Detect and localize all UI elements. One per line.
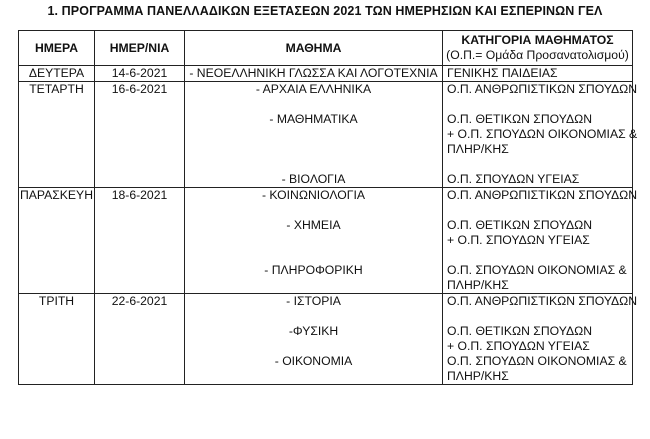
category-line: Ο.Π. ΑΝΘΡΩΠΙΣΤΙΚΩΝ ΣΠΟΥΔΩΝ bbox=[447, 188, 638, 202]
subject-line: - ΑΡΧΑΙΑ ΕΛΛΗΝΙΚΑ bbox=[255, 82, 372, 96]
day-text: ΠΑΡΑΣΚΕΥΗ bbox=[19, 188, 93, 202]
category-line: + Ο.Π. ΣΠΟΥΔΩΝ ΥΓΕΙΑΣ bbox=[447, 339, 590, 353]
subject-line bbox=[185, 157, 442, 172]
header-day: ΗΜΕΡΑ bbox=[19, 31, 95, 66]
subject-line bbox=[185, 127, 442, 142]
subject-line bbox=[185, 233, 442, 248]
header-category-title: ΚΑΤΗΓΟΡΙΑ ΜΑΘΗΜΑΤΟΣ bbox=[461, 33, 614, 47]
cell-day bbox=[19, 188, 95, 294]
header-date: ΗΜΕΡ/ΝΙΑ bbox=[95, 31, 185, 66]
subject-line: -ΦΥΣΙΚΗ bbox=[288, 324, 339, 338]
category-line: Ο.Π. ΘΕΤΙΚΩΝ ΣΠΟΥΔΩΝ bbox=[447, 324, 593, 338]
date-text: 14-6-2021 bbox=[111, 66, 168, 80]
table-row bbox=[19, 294, 633, 385]
category-line: Ο.Π. ΣΠΟΥΔΩΝ ΟΙΚΟΝΟΜΙΑΣ & bbox=[447, 263, 627, 277]
exam-schedule-table bbox=[18, 30, 638, 385]
cell-date bbox=[95, 66, 185, 82]
subject-line bbox=[185, 142, 442, 157]
header-category bbox=[443, 31, 633, 66]
category-line: Ο.Π. ΑΝΘΡΩΠΙΣΤΙΚΩΝ ΣΠΟΥΔΩΝ bbox=[447, 294, 638, 308]
subject-line bbox=[185, 339, 442, 354]
subject-line bbox=[185, 278, 442, 293]
cell-subject bbox=[185, 82, 443, 188]
category-line: + Ο.Π. ΣΠΟΥΔΩΝ ΟΙΚΟΝΟΜΙΑΣ & bbox=[447, 127, 638, 141]
category-line: + Ο.Π. ΣΠΟΥΔΩΝ ΥΓΕΙΑΣ bbox=[447, 233, 590, 247]
subject-line: - ΚΟΙΝΩΝΙΟΛΟΓΙΑ bbox=[261, 188, 366, 202]
table-row bbox=[19, 188, 633, 294]
cell-subject bbox=[185, 188, 443, 294]
subject-line: - ΟΙΚΟΝΟΜΙΑ bbox=[274, 354, 353, 368]
subject-line bbox=[185, 203, 442, 218]
category-line: ΓΕΝΙΚΗΣ ΠΑΙΔΕΙΑΣ bbox=[447, 66, 558, 80]
category-line bbox=[447, 157, 632, 172]
header-category-note: (Ο.Π.= Ομάδα Προσανατολισμού) bbox=[446, 48, 629, 62]
category-line bbox=[447, 309, 632, 324]
subject-line: - ΙΣΤΟΡΙΑ bbox=[286, 294, 341, 308]
category-line: Ο.Π. ΣΠΟΥΔΩΝ ΥΓΕΙΑΣ bbox=[447, 172, 580, 186]
category-line: ΠΛΗΡ/ΚΗΣ bbox=[447, 278, 509, 292]
cell-date bbox=[95, 188, 185, 294]
table-header-row bbox=[19, 31, 633, 66]
document-title: 1. ΠΡΟΓΡΑΜΜΑ ΠΑΝΕΛΛΑΔΙΚΩΝ ΕΞΕΤΑΣΕΩΝ 2021 ΤΩΝ ΗΜΕΡΗΣΙΩΝ ΚΑΙ ΕΣΠΕΡΙΝΩΝ ΓΕΛ bbox=[47, 4, 603, 18]
subject-line bbox=[185, 369, 442, 384]
day-text: ΔΕΥΤΕΡΑ bbox=[28, 66, 85, 80]
header-subject: ΜΑΘΗΜΑ bbox=[185, 31, 443, 66]
cell-category bbox=[443, 66, 633, 82]
cell-category bbox=[443, 188, 638, 294]
subject-line: - ΝΕΟΕΛΛΗΝΙΚΗ ΓΛΩΣΣΑ ΚΑΙ ΛΟΓΟΤΕΧΝΙΑ bbox=[189, 66, 438, 80]
subject-line bbox=[185, 248, 442, 263]
category-line: Ο.Π. ΑΝΘΡΩΠΙΣΤΙΚΩΝ ΣΠΟΥΔΩΝ bbox=[447, 82, 638, 96]
category-line: Ο.Π. ΣΠΟΥΔΩΝ ΟΙΚΟΝΟΜΙΑΣ & bbox=[447, 354, 627, 368]
category-line bbox=[447, 203, 632, 218]
date-text: 16-6-2021 bbox=[111, 82, 168, 96]
day-text: ΤΡΙΤΗ bbox=[38, 294, 75, 308]
category-line: ΠΛΗΡ/ΚΗΣ bbox=[447, 369, 509, 383]
table-row bbox=[19, 66, 633, 82]
cell-subject bbox=[185, 294, 443, 385]
cell-date bbox=[95, 294, 185, 385]
subject-line: - ΒΙΟΛΟΓΙΑ bbox=[281, 172, 346, 186]
subject-line: - ΜΑΘΗΜΑΤΙΚΑ bbox=[269, 112, 358, 126]
table-row bbox=[19, 82, 633, 188]
cell-subject bbox=[185, 66, 443, 82]
category-line: Ο.Π. ΘΕΤΙΚΩΝ ΣΠΟΥΔΩΝ bbox=[447, 112, 593, 126]
subject-line: - ΠΛΗΡΟΦΟΡΙΚΗ bbox=[264, 263, 363, 277]
category-line bbox=[447, 248, 632, 263]
category-line: ΠΛΗΡ/ΚΗΣ bbox=[447, 142, 509, 156]
cell-category bbox=[443, 294, 638, 385]
cell-day bbox=[19, 82, 95, 188]
date-text: 22-6-2021 bbox=[111, 294, 168, 308]
cell-day bbox=[19, 66, 95, 82]
cell-day bbox=[19, 294, 95, 385]
day-text: ΤΕΤΑΡΤΗ bbox=[29, 82, 84, 96]
subject-line: - ΧΗΜΕΙΑ bbox=[286, 218, 341, 232]
date-text: 18-6-2021 bbox=[111, 188, 168, 202]
category-line: Ο.Π. ΘΕΤΙΚΩΝ ΣΠΟΥΔΩΝ bbox=[447, 218, 593, 232]
cell-date bbox=[95, 82, 185, 188]
subject-line bbox=[185, 309, 442, 324]
category-line bbox=[447, 97, 632, 112]
subject-line bbox=[185, 97, 442, 112]
cell-category bbox=[443, 82, 638, 188]
